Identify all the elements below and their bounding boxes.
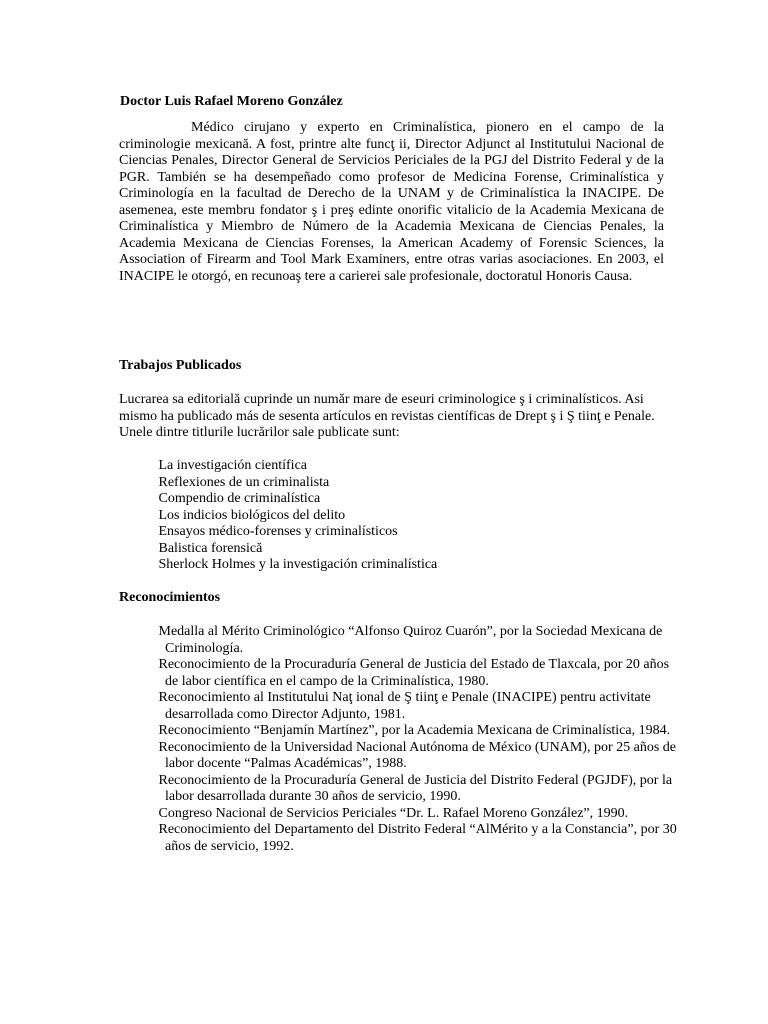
- recognitions-list: [143, 624, 683, 855]
- biography-text: Médico cirujano y experto en Criminalística, pionero en el campo de la criminologie mexicană. A fost, printre alte funcţ ii, Director Adjunct al Institutului Nacional de Ciencias Penales, Director General de Servicios Periciales de la PGJ del Distrito Federal y de la PGR. También se ha desempeñado como profesor de Medicina Forense, Criminalística y Criminología en la facultad de Derecho de la UNAM y de Criminalística la INACIPE. De asemenea, este membru fondator ş i preş edinte onorific vitalicio de la Academia Mexicana de Criminalística y Miembro de Número de la Academia Mexicana de Ciencias Penales, la Academia Mexicana de Ciencias Forenses, la American Academy of Forensic Sciences, la Association of Firearm and Tool Mark Examiners, entre otras varias asociaciones. En 2003, el INACIPE le otorgó, en recunoaş tere a carierei sale profesionale, doctoratul Honoris Causa.: [119, 120, 664, 284]
- list-item: Los indicios biológicos del delito: [158, 507, 346, 523]
- list-item: Balistica forensică: [158, 540, 263, 556]
- works-heading: Trabajos Publicados: [119, 358, 242, 373]
- list-item: Compendio de criminalística: [158, 491, 321, 506]
- document-title: Doctor Luis Rafael Moreno González: [120, 94, 343, 109]
- list-item: Reconocimiento al Institutului Naţ ional de Ş tiinţ e Penale (INACIPE) pentru activitate desarrollada como Director Adjunto, 1981.: [158, 690, 651, 722]
- list-item: Reconocimiento de la Procuraduría General de Justicia del Estado de Tlaxcala, por 20 años de labor científica en el campo de la Criminalística, 1980.: [158, 657, 670, 689]
- list-item: Reconocimiento “Benjamín Martínez”, por la Academia Mexicana de Criminalística, 1984.: [158, 723, 671, 738]
- list-item: Reconocimiento del Departamento del Distrito Federal “AlMérito y a la Constancia”, por 30 años de servicio, 1992.: [158, 822, 677, 854]
- list-item: Congreso Nacional de Servicios Periciales “Dr. L. Rafael Moreno González”, 1990.: [158, 805, 629, 821]
- works-list: [143, 458, 437, 574]
- list-item: Sherlock Holmes y la investigación criminalística: [158, 557, 438, 572]
- list-item: Ensayos médico-forenses y criminalísticos: [158, 524, 398, 539]
- list-item: Medalla al Mérito Criminológico “Alfonso Quiroz Cuarón”, por la Sociedad Mexicana de Criminología.: [158, 624, 663, 656]
- list-item: Reconocimiento de la Universidad Nacional Autónoma de México (UNAM), por 25 años de labor docente “Palmas Académicas”, 1988.: [158, 739, 676, 771]
- recognitions-heading: Reconocimientos: [119, 590, 221, 605]
- works-intro-paragraph: Lucrarea sa editorială cuprinde un număr mare de eseuri criminologice ş i criminalísticos. Asi mismo ha publicado más de sesenta artículos en revistas científicas de Drept ş i Ş tiinţ e Penale. Unele dintre titlurile lucrărilor sale publicate sunt:: [119, 392, 655, 440]
- list-item: La investigación científica: [158, 458, 307, 473]
- biography-paragraph: [119, 120, 664, 285]
- list-item: Reflexiones de un criminalista: [158, 474, 330, 490]
- list-item: Reconocimiento de la Procuraduría General de Justicia del Distrito Federal (PGJDF), por la labor desarrollada durante 30 años de servicio, 1990.: [158, 772, 673, 804]
